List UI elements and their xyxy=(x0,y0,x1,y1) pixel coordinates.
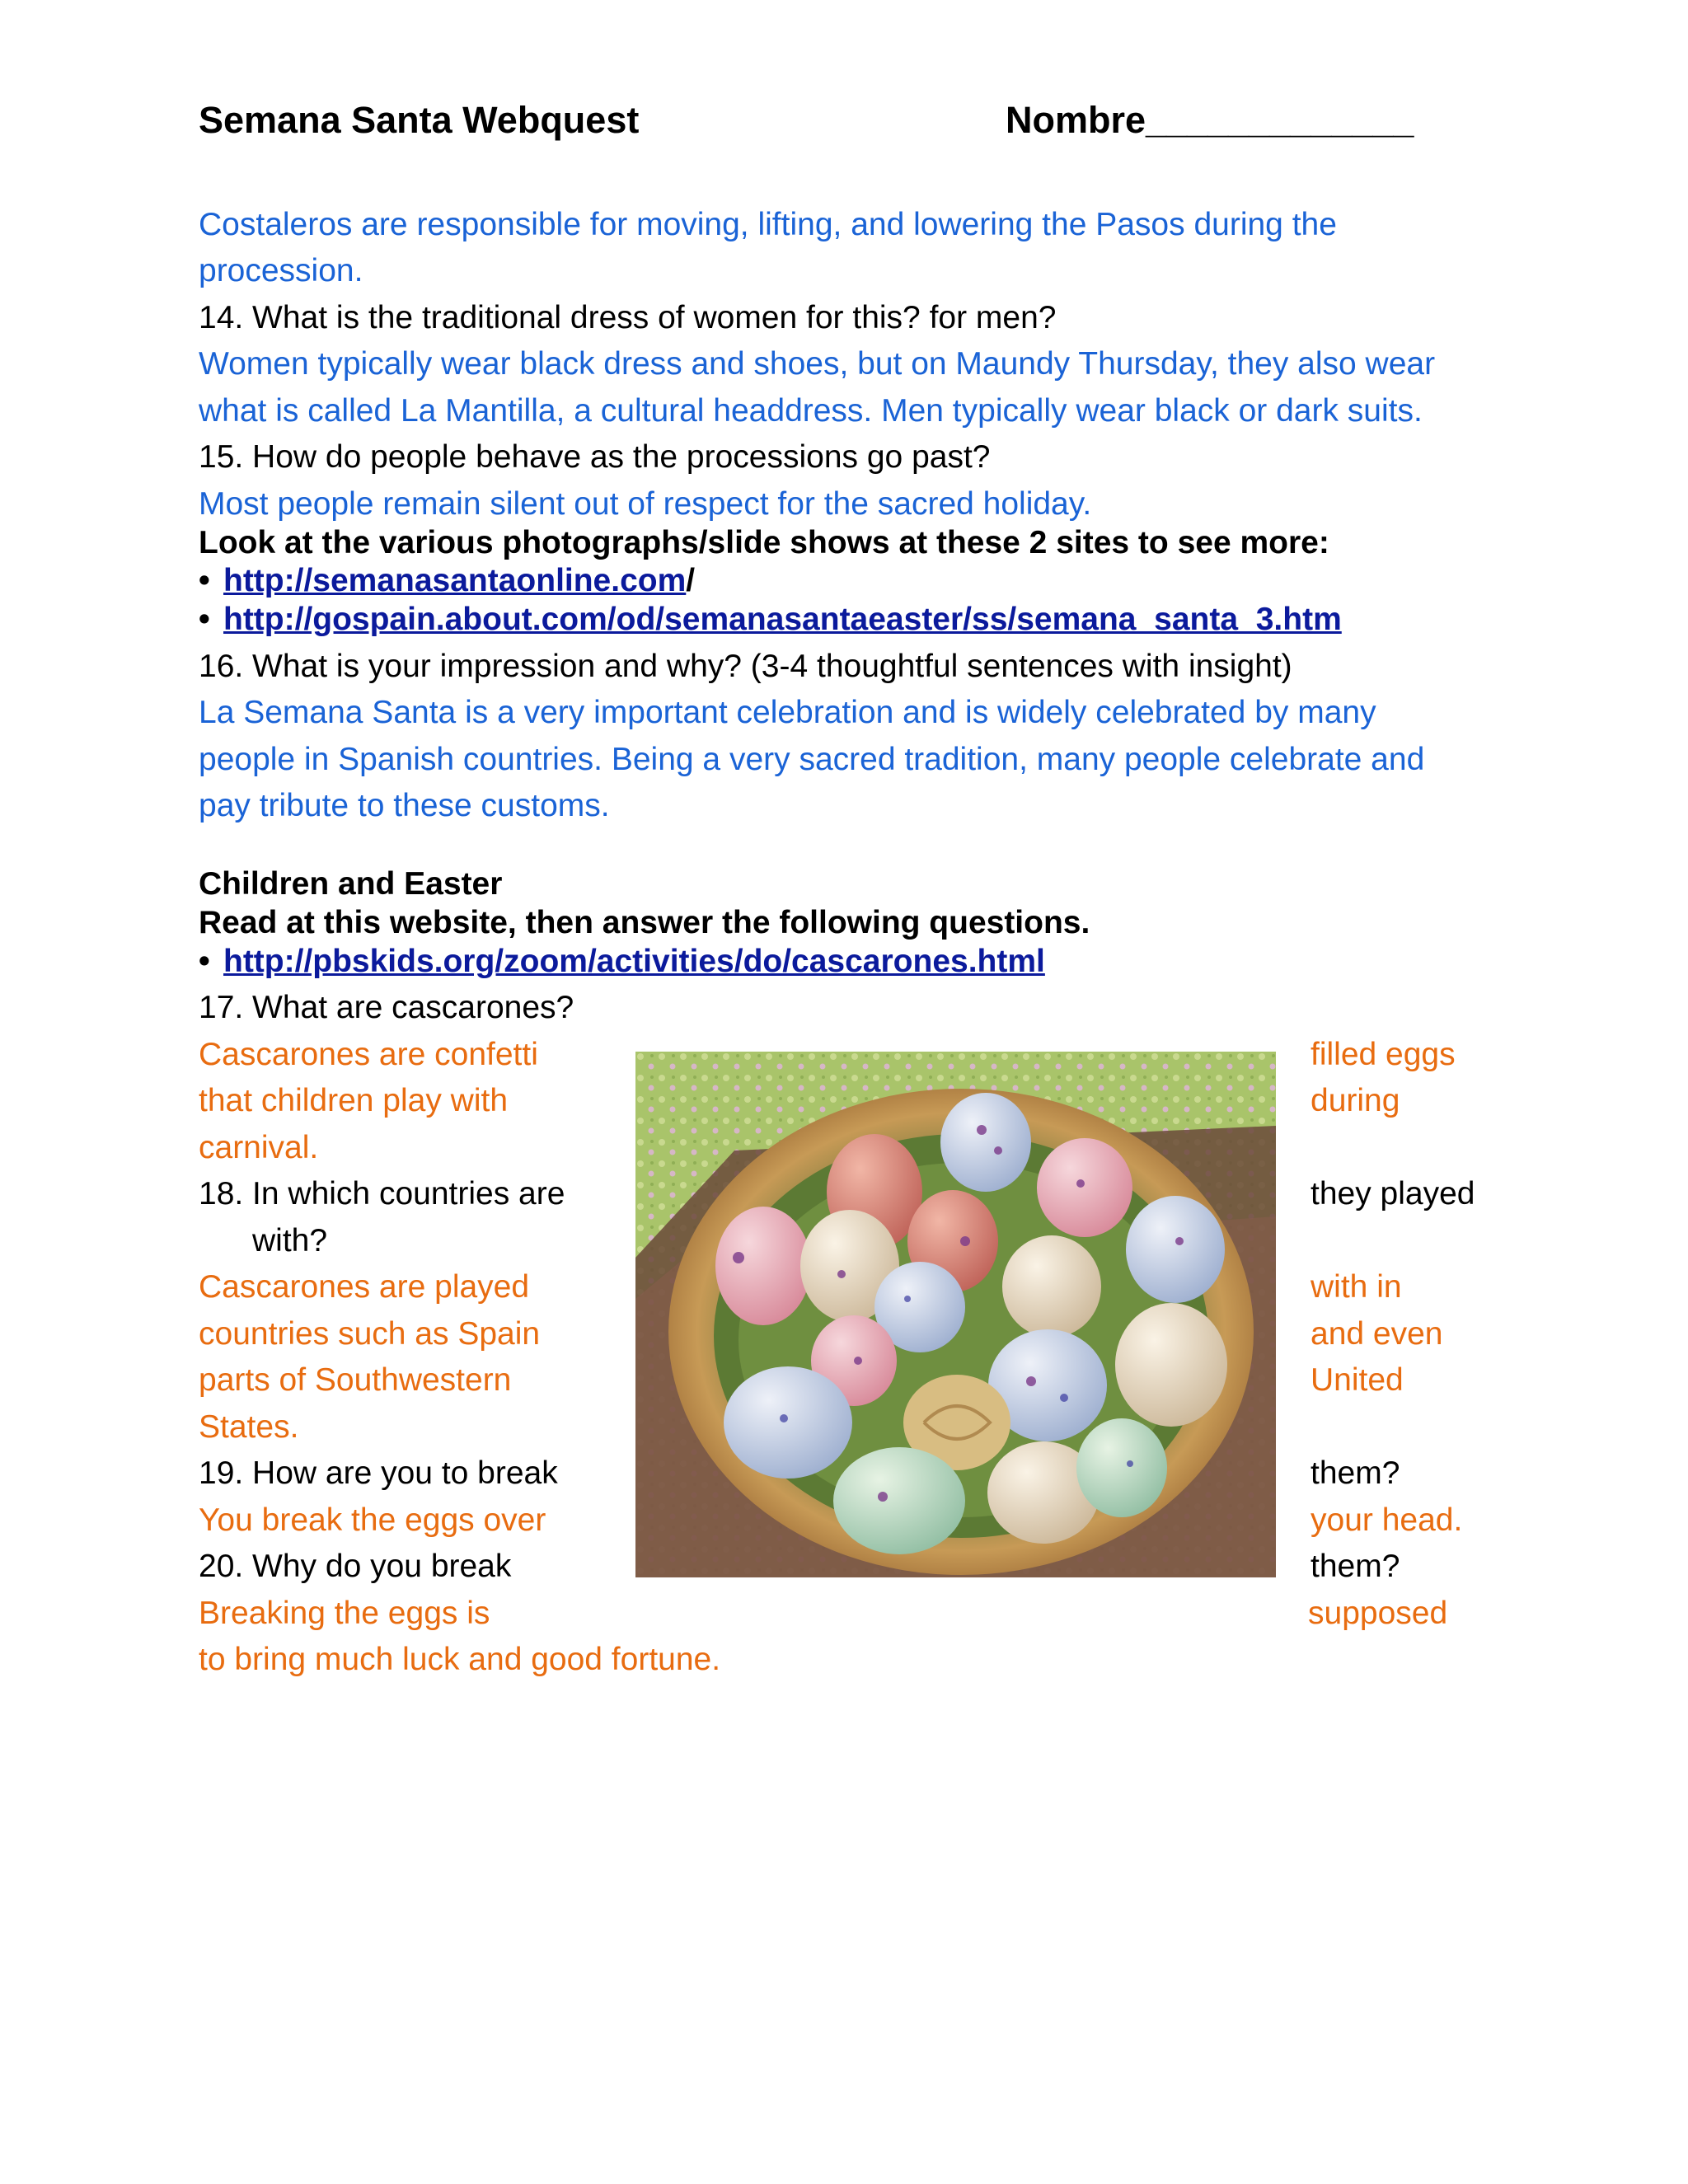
answer-18-line-1-right: with in xyxy=(1311,1269,1402,1305)
question-20-right: them? xyxy=(1311,1549,1400,1584)
answer-17-line-1-left: Cascarones are confetti xyxy=(199,1037,538,1072)
answer-16-line-2: people in Spanish countries. Being a very sacred tradition, many people celebrate and xyxy=(199,742,1425,777)
link-item-2 xyxy=(199,597,1342,643)
question-18-right: they played xyxy=(1311,1176,1475,1212)
answer-20-line-1-left: Breaking the eggs is xyxy=(199,1596,490,1631)
answer-17-line-2-right: during xyxy=(1311,1083,1400,1118)
answer-14-line-1: Women typically wear black dress and shoes, but on Maundy Thursday, they also wear xyxy=(199,346,1436,382)
answer-17-line-2-left: that children play with xyxy=(199,1083,509,1118)
answer-13-line-2: procession. xyxy=(199,253,363,288)
link-gospain[interactable]: http://gospain.about.com/od/semanasantaeaster/ss/semana_santa_3.htm xyxy=(223,602,1342,637)
question-19-right: them? xyxy=(1311,1455,1400,1491)
question-17: 17. What are cascarones? xyxy=(199,990,574,1025)
question-14: 14. What is the traditional dress of women for this? for men? xyxy=(199,300,1057,335)
answer-20-line-2: to bring much luck and good fortune. xyxy=(199,1642,721,1677)
answer-20-line-1-right: supposed xyxy=(1308,1596,1448,1631)
answer-19-left: You break the eggs over xyxy=(199,1502,546,1538)
name-field-label: Nombre_____________ xyxy=(1006,99,1414,141)
bullet: • xyxy=(199,602,210,637)
answer-18-line-2-left: countries such as Spain xyxy=(199,1316,541,1352)
answer-18-line-3-right: United xyxy=(1311,1362,1404,1398)
answer-18-line-3-left: parts of Southwestern xyxy=(199,1362,512,1398)
question-16: 16. What is your impression and why? (3-4 thoughtful sentences with insight) xyxy=(199,649,1292,684)
link-suffix: / xyxy=(686,563,696,598)
answer-15: Most people remain silent out of respect for the sacred holiday. xyxy=(199,486,1092,522)
section-heading-children-easter: Children and Easter xyxy=(199,866,503,902)
question-19-left: 19. How are you to break xyxy=(199,1455,558,1491)
question-20-left: 20. Why do you break xyxy=(199,1549,512,1584)
page-title: Semana Santa Webquest xyxy=(199,99,640,141)
link-item-3 xyxy=(199,939,1045,985)
answer-18-line-4-left: States. xyxy=(199,1409,299,1445)
link-semanasantaonline[interactable]: http://semanasantaonline.com xyxy=(223,563,687,598)
look-heading: Look at the various photographs/slide shows at these 2 sites to see more: xyxy=(199,525,1329,560)
answer-14-line-2: what is called La Mantilla, a cultural headdress. Men typically wear black or dark suits. xyxy=(199,393,1423,429)
answer-13-line-1: Costaleros are responsible for moving, lifting, and lowering the Pasos during the xyxy=(199,207,1337,242)
section-instruction: Read at this website, then answer the following questions. xyxy=(199,905,1090,940)
link-pbskids[interactable]: http://pbskids.org/zoom/activities/do/cascarones.html xyxy=(223,944,1045,979)
bullet: • xyxy=(199,944,210,979)
answer-17-line-3-left: carnival. xyxy=(199,1130,319,1165)
bullet: • xyxy=(199,563,210,598)
answer-18-line-1-left: Cascarones are played xyxy=(199,1269,530,1305)
answer-17-line-1-right: filled eggs xyxy=(1311,1037,1456,1072)
answer-16-line-3: pay tribute to these customs. xyxy=(199,788,610,823)
cascarones-photo xyxy=(635,1052,1276,1577)
question-18-left: 18. In which countries are xyxy=(199,1176,565,1212)
answer-16-line-1: La Semana Santa is a very important celebration and is widely celebrated by many xyxy=(199,695,1376,730)
answer-19-right: your head. xyxy=(1311,1502,1463,1538)
answer-18-line-2-right: and even xyxy=(1311,1316,1443,1352)
question-18-continued: with? xyxy=(252,1223,328,1258)
question-15: 15. How do people behave as the processions go past? xyxy=(199,439,991,475)
